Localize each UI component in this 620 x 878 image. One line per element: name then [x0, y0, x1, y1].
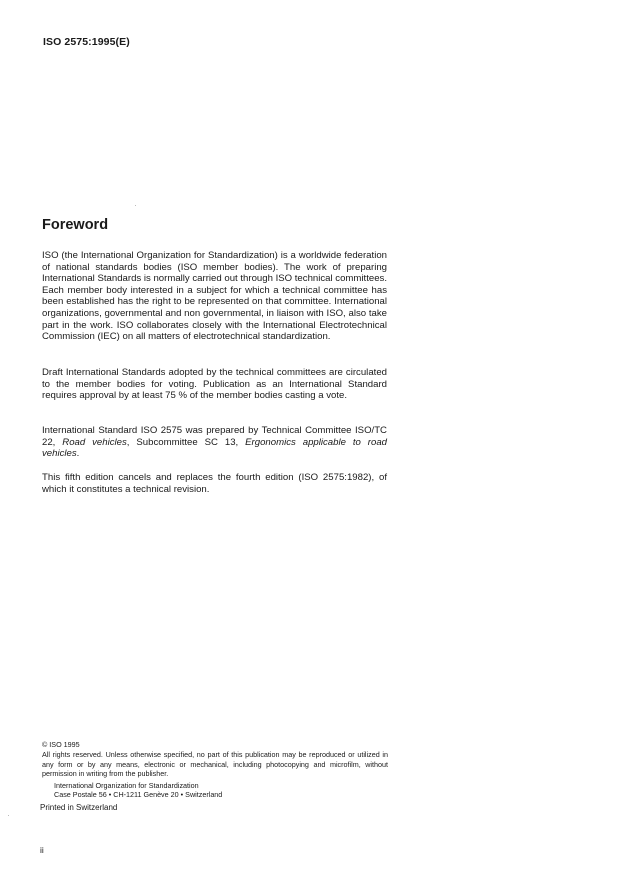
copyright-line: © ISO 1995	[42, 740, 80, 749]
committee-name: Road vehicles	[62, 436, 127, 448]
paragraph-3-text-a: International Standard ISO 2575 was prepared by Technical Committee ISO/TC 22,	[42, 425, 387, 448]
rights-statement: All rights reserved. Unless otherwise specified, no part of this publication may be reproduced or utilized in any form or by any means, electronic or mechanical, including photocopying and microfilm, without permission in writing from the publisher.	[42, 750, 388, 779]
scan-speck	[135, 205, 136, 206]
scan-speck	[8, 815, 9, 816]
page-number: ii	[40, 845, 44, 855]
foreword-paragraph-1: ISO (the International Organization for Standardization) is a worldwide federation of national standards bodies (ISO member bodies). The work of preparing International Standards is normally carried out through ISO technical committees. Each member body interested in a subject for which a technical committee has been established has the right to be represented on that committee. International organizations, governmental and non governmental, in liaison with ISO, also take part in the work. ISO collaborates closely with the International Electrotechnical Commission (IEC) on all matters of electrotechnical standardization.	[42, 250, 388, 343]
foreword-paragraph-4: This fifth edition cancels and replaces the fourth edition (ISO 2575:1982), of which it constitutes a technical revision.	[42, 472, 387, 495]
foreword-paragraph-3	[42, 425, 387, 460]
document-identifier: ISO 2575:1995(E)	[43, 36, 130, 48]
copyright-block	[42, 740, 388, 799]
paragraph-3-text-c: , Subcommittee SC 13,	[126, 436, 246, 448]
postal-address: Case Postale 56 • CH-1211 Genève 20 • Switzerland	[54, 790, 223, 800]
paragraph-3-text-e: .	[76, 448, 80, 460]
organization-name: International Organization for Standardization	[54, 780, 199, 790]
section-heading: Foreword	[42, 217, 109, 233]
publisher-address	[54, 781, 388, 800]
printed-location: Printed in Switzerland	[40, 803, 118, 812]
subcommittee-name: Ergonomics applicable to road vehicles	[42, 436, 387, 460]
foreword-paragraph-2: Draft International Standards adopted by the technical committees are circulated to the member bodies for voting. Publication as an International Standard requires approval by at least 75 % of the member bodies casting a vote.	[42, 367, 387, 402]
